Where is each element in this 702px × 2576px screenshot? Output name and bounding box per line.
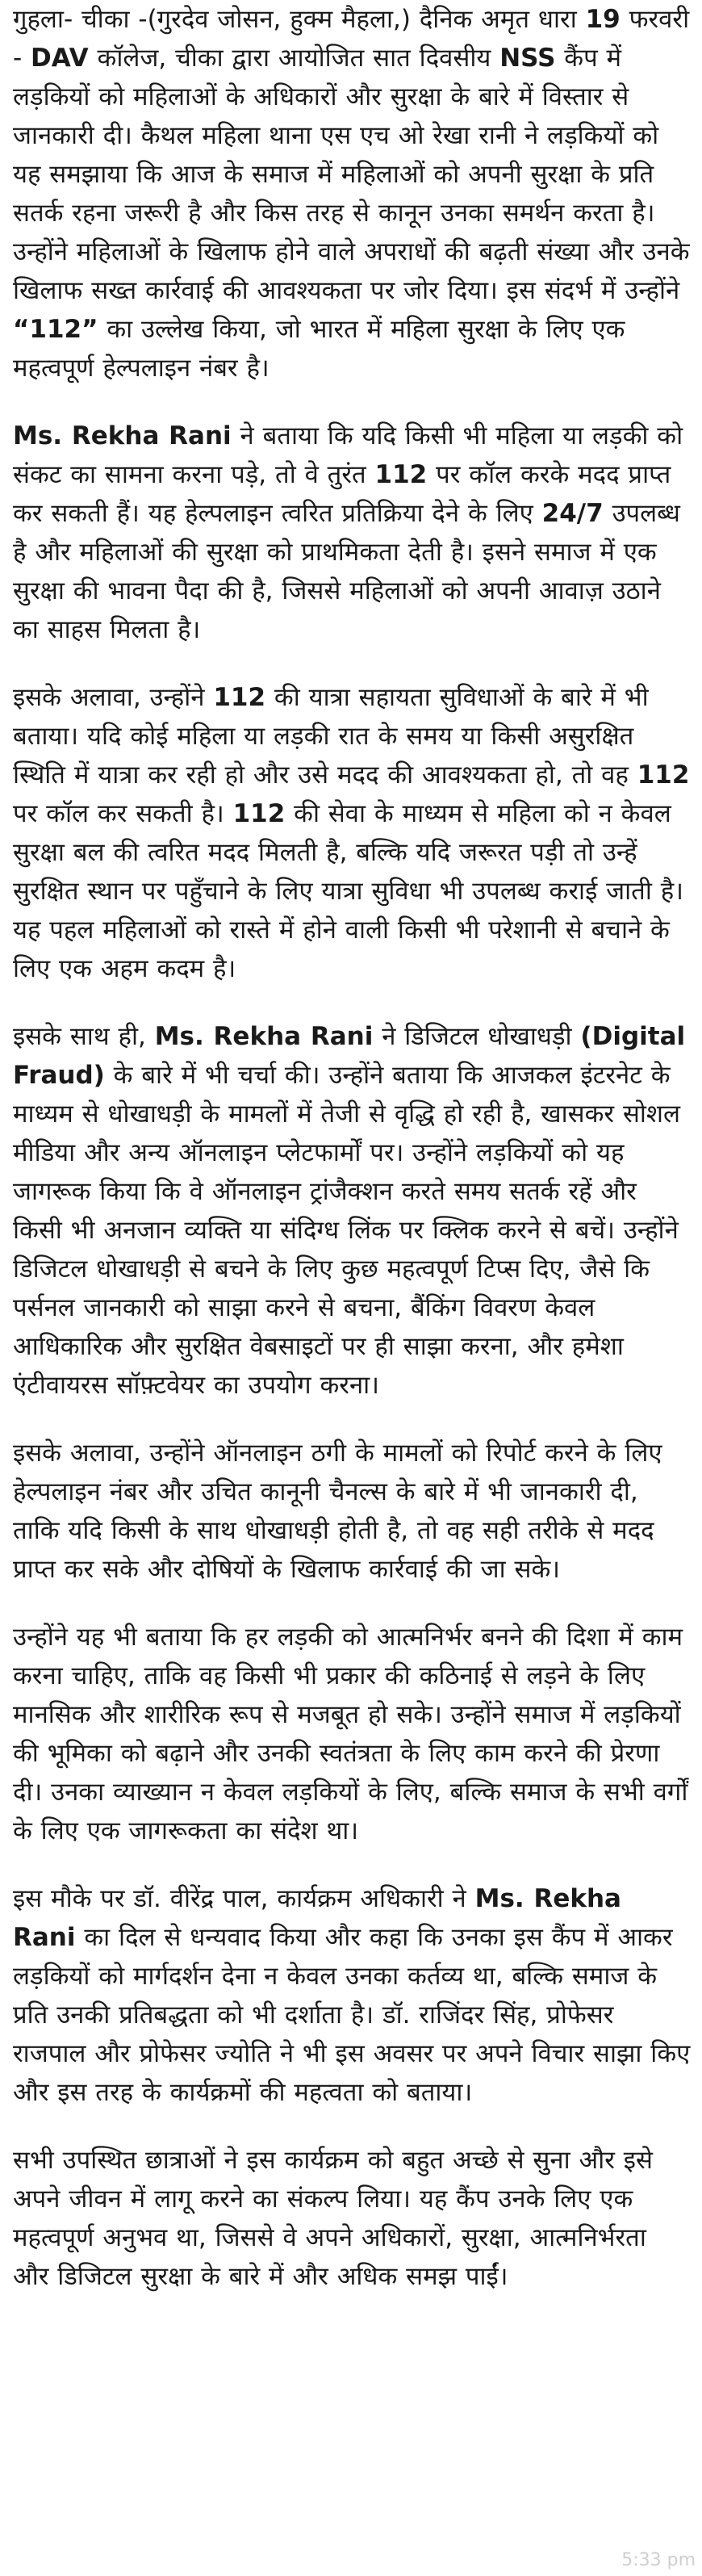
text-segment: पर कॉल करके मदद प्राप्त कर सकती हैं। यह हेल्पलाइन त्वरित प्रतिक्रिया देने के लिए — [13, 460, 671, 528]
text-segment: इस मौके पर डॉ. वीरेंद्र पाल, कार्यक्रम अधिकारी ने — [13, 1884, 475, 1913]
bold-helpline: “112” — [13, 315, 98, 344]
text-segment: ने बताया कि यदि किसी भी महिला या लड़की को संकट का सामना करना पड़े, तो वे तुरंत — [13, 421, 683, 489]
paragraph-self-reliance — [13, 1618, 691, 1850]
bold-digital-fraud: (Digital Fraud) — [13, 1022, 686, 1090]
text-segment: गुहला- चीका -(गुरदेव जोसन, हुक्म मैहला,) दैनिक अमृत धारा — [13, 5, 586, 34]
bold-date: 19 — [585, 5, 621, 34]
bold-helpline: 112 — [213, 683, 266, 712]
text-segment: ने डिजिटल धोखाधड़ी — [373, 1022, 581, 1051]
bold-speaker-name: Ms. Rekha Rani — [13, 421, 232, 450]
text-segment: का उल्लेख किया, जो भारत में महिला सुरक्षा के लिए एक महत्वपूर्ण हेल्पलाइन नंबर है। — [13, 315, 625, 383]
text-segment: पर कॉल कर सकती है। — [13, 799, 233, 828]
bold-speaker-name: Ms. Rekha Rani — [13, 1884, 621, 1952]
paragraph-reporting — [13, 1434, 691, 1589]
text-segment: उन्होंने यह भी बताया कि हर लड़की को आत्मनिर्भर बनने की दिशा में काम करना चाहिए, ताकि वह किसी भी प्रकार की कठिनाई से लड़ने के लिए मानसिक और शारीरिक रूप से मजबूत हो सके। उन्होंने समाज में लड़कियों की भूमिका को बढ़ाने और उनकी स्वतंत्रता के लिए काम करने की प्रेरणा दी। उनका व्याख्यान न केवल लड़कियों के लिए, बल्कि समाज के सभी वर्गों के लिए एक जागरूकता का संदेश था। — [13, 1623, 688, 1845]
text-segment: के बारे में भी चर्चा की। उन्होंने बताया कि आजकल इंटरनेट के माध्यम से धोखाधड़ी के मामलों में तेजी से वृद्धि हो रही है, खासकर सोशल मीडिया और अन्य ऑनलाइन प्लेटफार्मों पर। उन्होंने लड़कियों को यह जागरूक किया कि वे ऑनलाइन ट्रांजैक्शन करते समय सतर्क रहें और किसी भी अनजान व्यक्ति या संदिग्ध लिंक पर क्लिक करने से बचें। उन्होंने डिजिटल धोखाधड़ी से बचने के लिए कुछ महत्वपूर्ण टिप्स दिए, जैसे कि पर्सनल जानकारी को साझा करने से बचना, बैंकिंग विवरण केवल आधिकारिक और सुरक्षित वेबसाइटों पर ही साझा करना, और हमेशा एंटीवायरस सॉफ़्टवेयर का उपयोग करना। — [13, 1061, 681, 1400]
bold-nss: NSS — [499, 44, 556, 73]
text-segment: इसके साथ ही, — [13, 1022, 155, 1051]
text-segment: इसके अलावा, उन्होंने — [13, 683, 214, 712]
text-segment: की यात्रा सहायता सुविधाओं के बारे में भी बताया। यदि कोई महिला या लड़की रात के समय या किसी असुरक्षित स्थिति में यात्रा कर रही हो और उसे मदद की आवश्यकता हो, तो वह — [13, 683, 649, 790]
text-segment: की सेवा के माध्यम से महिला को न केवल सुरक्षा बल की त्वरित मदद मिलती है, बल्कि यदि जरूरत पड़ी तो उन्हें सुरक्षित स्थान पर पहुँचाने के लिए यात्रा सुविधा भी उपलब्ध कराई जाती है। यह पहल महिलाओं को रास्ते में होने वाली किसी भी परेशानी से बचाने के लिए एक अहम कदम है। — [13, 799, 683, 983]
bold-college: DAV — [31, 44, 89, 73]
paragraph-thanks — [13, 1879, 691, 2112]
bold-helpline: 112 — [232, 799, 286, 828]
paragraph-intro — [13, 0, 691, 387]
bold-speaker-name: Ms. Rekha Rani — [154, 1022, 374, 1051]
bold-helpline: 112 — [637, 760, 690, 790]
message-timestamp: 5:33 pm — [621, 2550, 696, 2570]
text-segment: इसके अलावा, उन्होंने ऑनलाइन ठगी के मामलों को रिपोर्ट करने के लिए हेल्पलाइन नंबर और उचित कानूनी चैनल्स के बारे में भी जानकारी दी, ताकि यदि किसी के साथ धोखाधड़ी होती है, तो वह सही तरीके से मदद प्राप्त कर सके और दोषियों के खिलाफ कार्रवाई की जा सके। — [13, 1439, 662, 1584]
paragraph-digital-fraud — [13, 1017, 691, 1405]
text-segment: कॉलेज, चीका द्वारा आयोजित सात दिवसीय — [88, 44, 500, 73]
bold-availability: 24/7 — [541, 499, 604, 528]
text-segment: का दिल से धन्यवाद किया और कहा कि उनका इस कैंप में आकर लड़कियों को मार्गदर्शन देना न केवल उनका कर्तव्य था, बल्कि समाज के प्रति उनकी प्रतिबद्धता को भी दर्शाता है। डॉ. राजिंदर सिंह, प्रोफेसर राजपाल और प्रोफेसर ज्योति ने भी इस अवसर पर अपने विचार साझा किए और इस तरह के कार्यक्रमों की महत्वता को बताया। — [13, 1923, 691, 2107]
bold-helpline: 112 — [374, 460, 428, 489]
paragraph-travel-assist — [13, 678, 691, 988]
paragraph-conclusion — [13, 2141, 691, 2296]
text-segment: सभी उपस्थित छात्राओं ने इस कार्यक्रम को बहुत अच्छे से सुना और इसे अपने जीवन में लागू करने का संकल्प लिया। यह कैंप उनके लिए एक महत्वपूर्ण अनुभव था, जिससे वे अपने अधिकारों, सुरक्षा, आत्मनिर्भरता और डिजिटल सुरक्षा के बारे में और अधिक समझ पाईं। — [13, 2146, 653, 2291]
text-segment: उपलब्ध है और महिलाओं की सुरक्षा को प्राथमिकता देती है। इसने समाज में एक सुरक्षा की भावना पैदा की है, जिससे महिलाओं को अपनी आवाज़ उठाने का साहस मिलता है। — [13, 499, 680, 644]
text-segment: फरवरी - — [13, 5, 690, 73]
text-segment: कैंप में लड़कियों को महिलाओं के अधिकारों और सुरक्षा के बारे में विस्तार से जानकारी दी। कैथल महिला थाना एस एच ओ रेखा रानी ने लड़कियों को यह समझाया कि आज के समाज में महिलाओं को अपनी सुरक्षा के प्रति सतर्क रहना जरूरी है और किस तरह से कानून उनका समर्थन करता है। उन्होंने महिलाओं के खिलाफ होने वाले अपराधों की बढ़ती संख्या और उनके खिलाफ सख्त कार्रवाई की आवश्यकता पर जोर दिया। इस संदर्भ में उन्होंने — [13, 44, 690, 305]
paragraph-helpline — [13, 417, 691, 649]
